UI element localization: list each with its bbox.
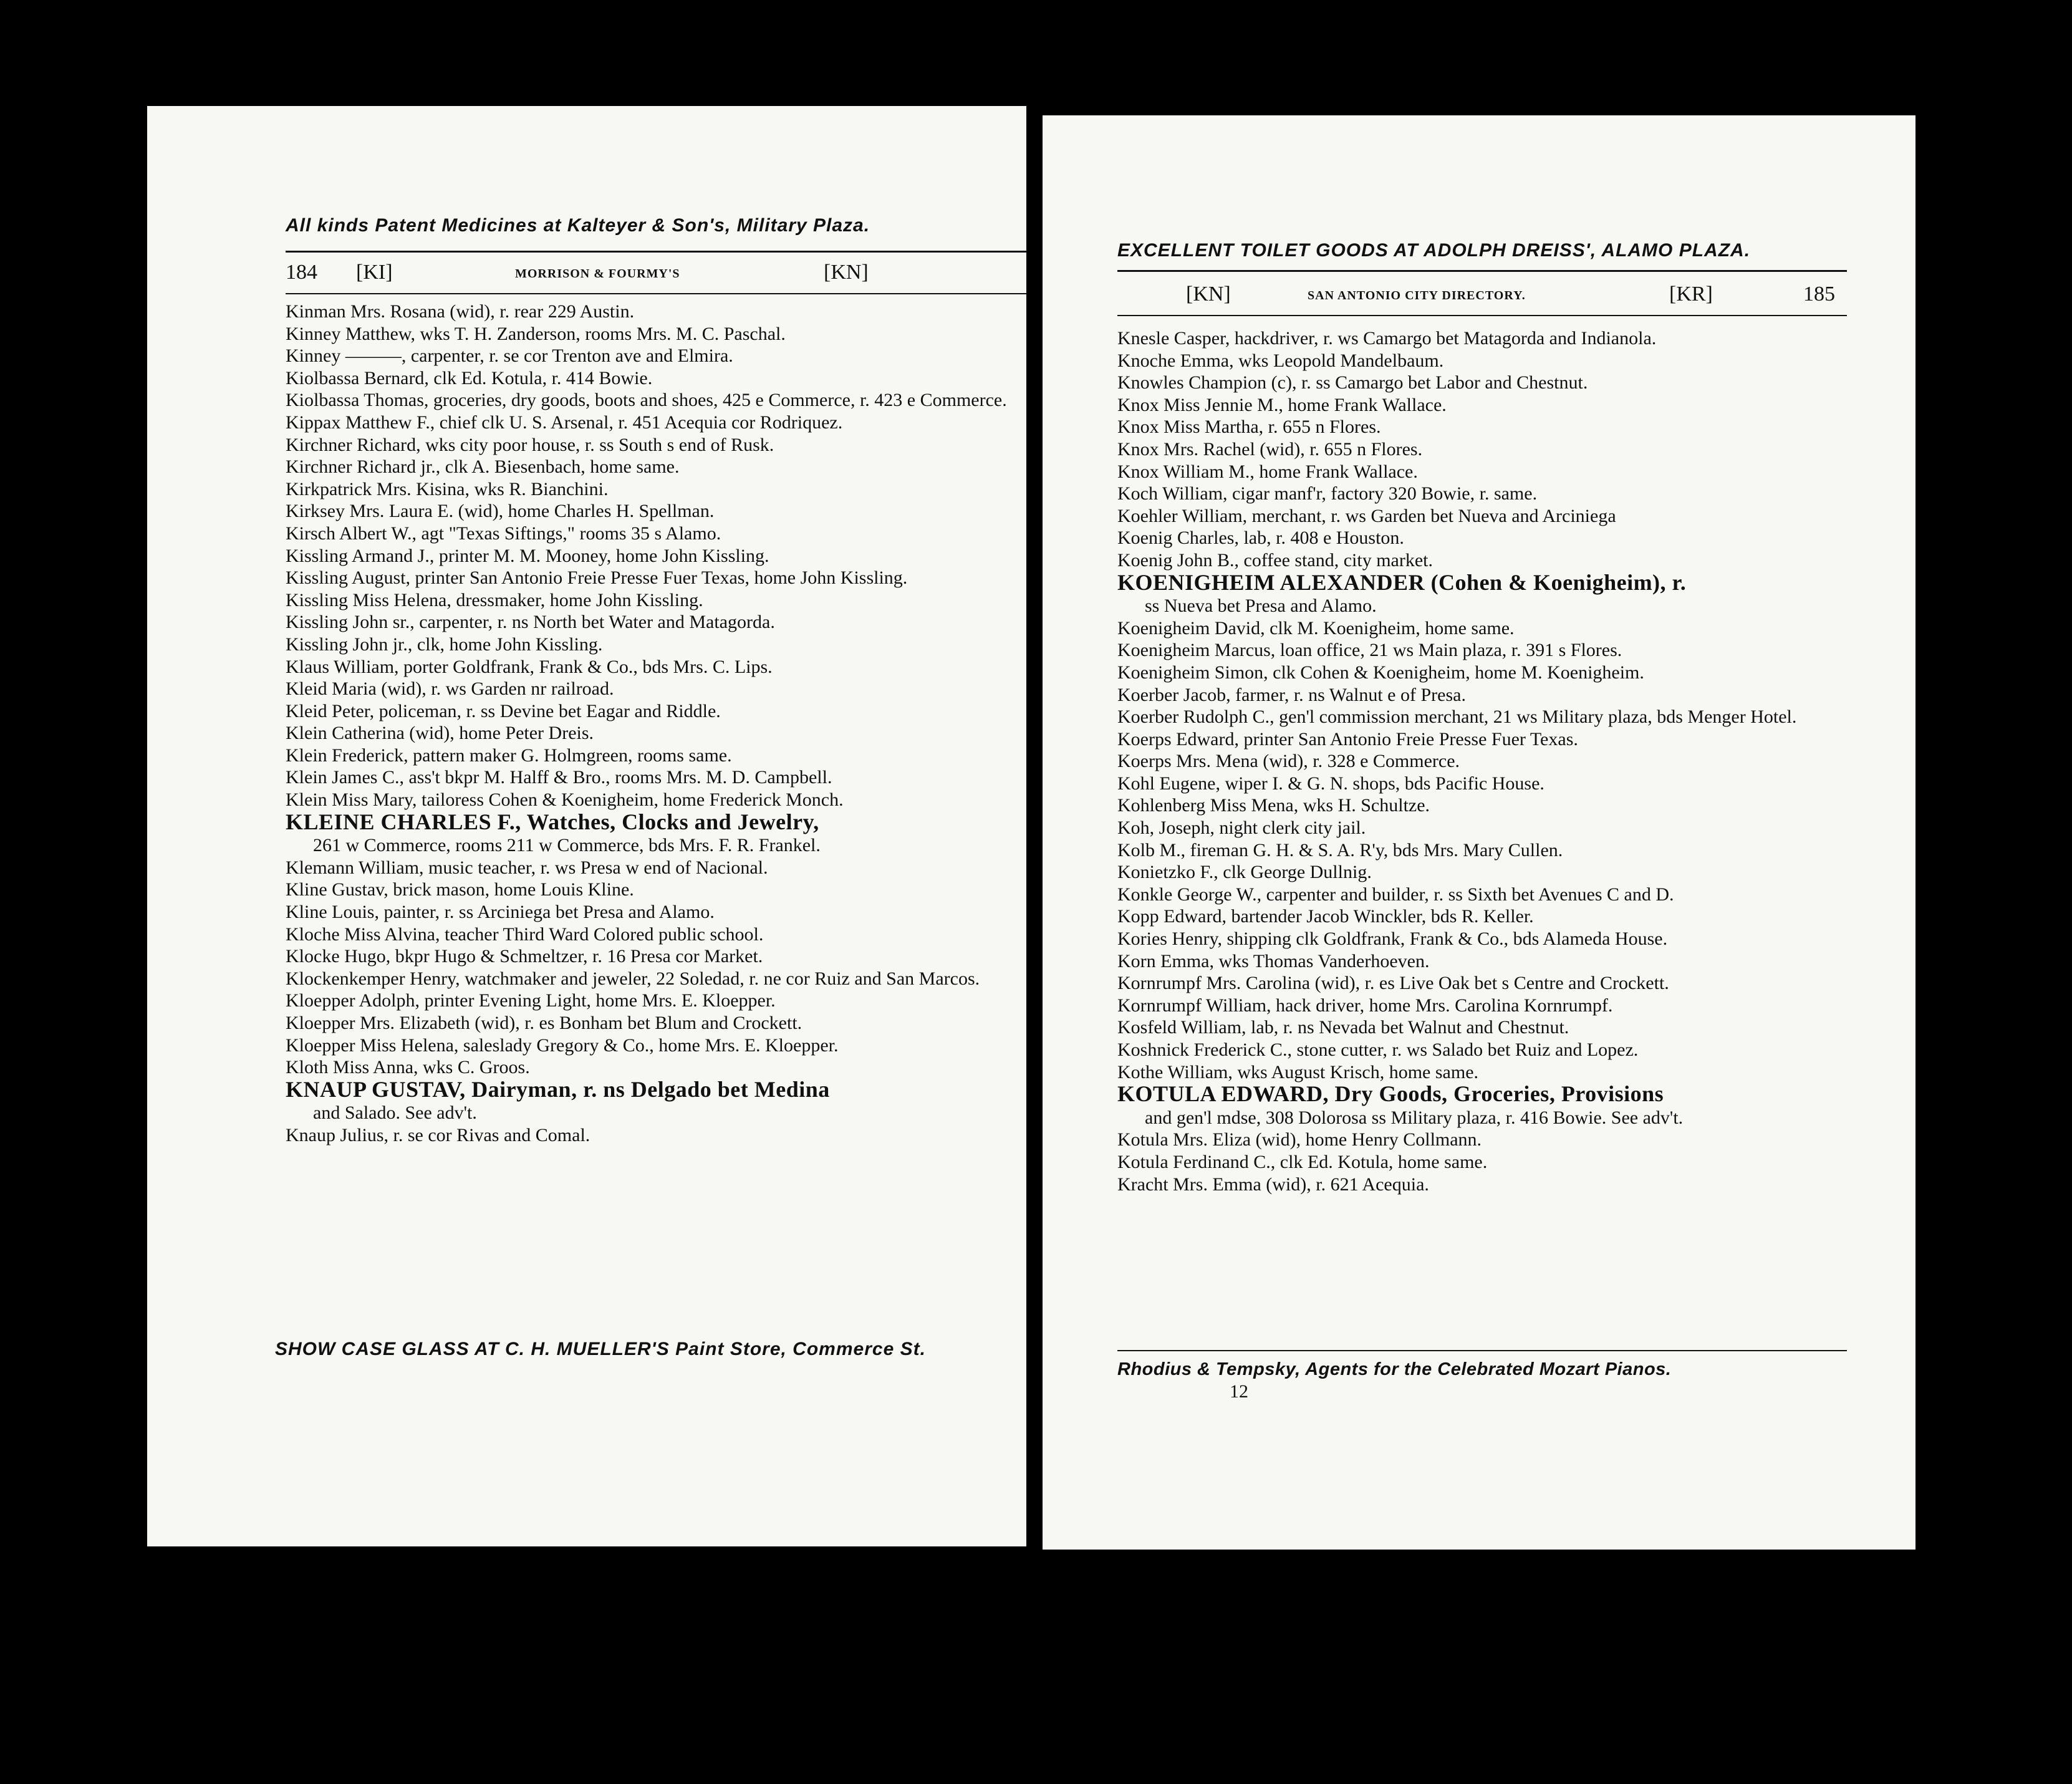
directory-entry: Knox Miss Martha, r. 655 n Flores.: [1117, 417, 1381, 438]
directory-entry: Kiolbassa Bernard, clk Ed. Kotula, r. 414 Bowie.: [286, 367, 653, 388]
directory-entry: Kline Louis, painter, r. ss Arciniega bet Presa and Alamo.: [286, 902, 715, 923]
directory-entry: Knowles Champion (c), r. ss Camargo bet Labor and Chestnut.: [1117, 372, 1588, 393]
directory-entry: Koch William, cigar manf'r, factory 320 Bowie, r. same.: [1117, 483, 1538, 504]
directory-entry: Kolb M., fireman G. H. & S. A. R'y, bds Mrs. Mary Cullen.: [1117, 839, 1563, 861]
top-rule: [1117, 270, 1847, 272]
entry-text: ss Nueva bet Presa and Alamo.: [1145, 595, 1377, 617]
directory-entry: Klocke Hugo, bkpr Hugo & Schmeltzer, r. 16 Presa cor Market.: [286, 946, 763, 967]
directory-entry: [1117, 569, 1847, 617]
directory-entry: Kothe William, wks August Krisch, home same.: [1117, 1061, 1479, 1082]
header-rule: [1117, 315, 1847, 316]
directory-entry: Knox Miss Jennie M., home Frank Wallace.: [1117, 394, 1447, 415]
directory-entry: Koenig Charles, lab, r. 408 e Houston.: [1117, 528, 1404, 549]
page-header: [1043, 282, 1915, 310]
directory-entry: Kloth Miss Anna, wks C. Groos.: [286, 1057, 530, 1078]
key-left: [KN]: [1186, 282, 1231, 306]
directory-entry: Knaup Julius, r. se cor Rivas and Comal.: [286, 1124, 590, 1145]
directory-entry: Kloepper Mrs. Elizabeth (wid), r. es Bonham bet Blum and Crockett.: [286, 1013, 802, 1033]
directory-entry: Kirsch Albert W., agt "Texas Siftings," rooms 35 s Alamo.: [286, 523, 721, 544]
directory-entry: Kinney Matthew, wks T. H. Zanderson, rooms Mrs. M. C. Paschal.: [286, 323, 786, 344]
directory-entry: Klein Miss Mary, tailoress Cohen & Koenigheim, home Frederick Monch.: [286, 789, 844, 811]
directory-entry: Klein Catherina (wid), home Peter Dreis.: [286, 723, 594, 744]
directory-entry: Koerps Mrs. Mena (wid), r. 328 e Commerce.: [1117, 751, 1460, 772]
directory-entry: [286, 811, 1026, 857]
right-page: [1043, 115, 1915, 1550]
directory-entry: Kleid Peter, policeman, r. ss Devine bet Eagar and Riddle.: [286, 700, 721, 721]
directory-entry: Koenig John B., coffee stand, city market.: [1117, 549, 1433, 571]
directory-entry: Kracht Mrs. Emma (wid), r. 621 Acequia.: [1117, 1174, 1429, 1195]
directory-entry: Kotula Ferdinand C., clk Ed. Kotula, home same.: [1117, 1151, 1488, 1172]
entry-heading: KLEINE CHARLES F., Watches, Clocks and Jewelry,: [286, 809, 819, 834]
directory-entry: Koshnick Frederick C., stone cutter, r. ws Salado bet Ruiz and Lopez.: [1117, 1039, 1639, 1060]
directory-entry: Knox Mrs. Rachel (wid), r. 655 n Flores.: [1117, 438, 1423, 460]
page-number: 185: [1803, 282, 1835, 306]
directory-entry: Kissling Miss Helena, dressmaker, home John Kissling.: [286, 589, 703, 610]
entry-heading: KNAUP GUSTAV, Dairyman, r. ns Delgado bet Medina: [286, 1076, 830, 1102]
directory-entry: Kissling Armand J., printer M. M. Mooney, home John Kissling.: [286, 545, 769, 566]
directory-entry: Kotula Mrs. Eliza (wid), home Henry Collmann.: [1117, 1129, 1482, 1150]
entry-text: and gen'l mdse, 308 Dolorosa ss Military plaza, r. 416 Bowie. See adv't.: [1145, 1107, 1684, 1128]
directory-entry: Klein Frederick, pattern maker G. Holmgreen, rooms same.: [286, 745, 732, 766]
left-page: [147, 106, 1026, 1546]
directory-entry: Kories Henry, shipping clk Goldfrank, Frank & Co., bds Alameda House.: [1117, 928, 1668, 950]
directory-entry: Kirkpatrick Mrs. Kisina, wks R. Bianchini.: [286, 478, 609, 499]
key-right: [KR]: [1669, 282, 1713, 306]
top-advertisement: All kinds Patent Medicines at Kalteyer & Son's, Military Plaza.: [286, 215, 870, 236]
directory-entry: Koerber Jacob, farmer, r. ns Walnut e of Presa.: [1117, 684, 1466, 705]
directory-entry: Kloche Miss Alvina, teacher Third Ward Colored public school.: [286, 923, 764, 945]
directory-entry: Kissling August, printer San Antonio Freie Presse Fuer Texas, home John Kissling.: [286, 567, 908, 589]
directory-entry: Kirchner Richard jr., clk A. Biesenbach, home same.: [286, 456, 680, 478]
directory-entry: Kloepper Miss Helena, saleslady Gregory & Co., home Mrs. E. Kloepper.: [286, 1034, 839, 1056]
entry-heading: KOENIGHEIM ALEXANDER (Cohen & Koenigheim), r.: [1117, 569, 1687, 595]
directory-entry: Kloepper Adolph, printer Evening Light, home Mrs. E. Kloepper.: [286, 990, 776, 1011]
directory-entry: Knox William M., home Frank Wallace.: [1117, 461, 1418, 482]
bottom-advertisement: SHOW CASE GLASS AT C. H. MUELLER'S Paint Store, Commerce St.: [275, 1339, 926, 1359]
directory-entry: Koehler William, merchant, r. ws Garden bet Nueva and Arciniega: [1117, 505, 1616, 526]
directory-entry: Klein James C., ass't bkpr M. Halff & Bro., rooms Mrs. M. D. Campbell.: [286, 767, 832, 788]
directory-entry: Konietzko F., clk George Dullnig.: [1117, 862, 1372, 883]
directory-entry: Konkle George W., carpenter and builder, r. ss Sixth bet Avenues C and D.: [1117, 884, 1674, 905]
top-advertisement: EXCELLENT TOILET GOODS AT ADOLPH DREISS', ALAMO PLAZA.: [1117, 240, 1751, 261]
directory-entry: Klemann William, music teacher, r. ws Presa w end of Nacional.: [286, 857, 768, 878]
entry-heading: KOTULA EDWARD, Dry Goods, Groceries, Provisions: [1117, 1081, 1664, 1107]
directory-entry: Kirksey Mrs. Laura E. (wid), home Charles H. Spellman.: [286, 501, 715, 522]
directory-entry: Kline Gustav, brick mason, home Louis Kline.: [286, 879, 634, 900]
directory-entry: Koerber Rudolph C., gen'l commission merchant, 21 ws Military plaza, bds Menger Hotel.: [1117, 706, 1797, 728]
top-rule: [286, 251, 1026, 253]
directory-entries: [1117, 327, 1847, 1195]
directory-entry: Kornrumpf Mrs. Carolina (wid), r. es Live Oak bet s Centre and Crockett.: [1117, 973, 1669, 994]
directory-entry: Koenigheim Marcus, loan office, 21 ws Main plaza, r. 391 s Flores.: [1117, 640, 1622, 661]
directory-entry: Kleid Maria (wid), r. ws Garden nr railroad.: [286, 678, 614, 700]
key-right: [KN]: [824, 261, 869, 284]
directory-entry: Kornrumpf William, hack driver, home Mrs. Carolina Kornrumpf.: [1117, 995, 1613, 1016]
directory-entry: Koh, Joseph, night clerk city jail.: [1117, 817, 1366, 839]
key-left: [KI]: [356, 261, 393, 284]
directory-entry: Kissling John sr., carpenter, r. ns North bet Water and Matagorda.: [286, 612, 775, 633]
directory-entry: Koerps Edward, printer San Antonio Freie Presse Fuer Texas.: [1117, 728, 1578, 750]
bottom-advertisement: Rhodius & Tempsky, Agents for the Celebrated Mozart Pianos.: [1117, 1359, 1672, 1379]
directory-entries: [286, 301, 1026, 1147]
directory-entry: Klockenkemper Henry, watchmaker and jeweler, 22 Soledad, r. ne cor Ruiz and San Marcos.: [286, 968, 980, 989]
running-title: SAN ANTONIO CITY DIRECTORY.: [1308, 289, 1526, 302]
directory-entry: Kinney ———, carpenter, r. se cor Trenton ave and Elmira.: [286, 345, 733, 367]
directory-entry: Kiolbassa Thomas, groceries, dry goods, boots and shoes, 425 e Commerce, r. 423 e Commerce.: [286, 390, 1007, 411]
signature-mark: 12: [1230, 1381, 1248, 1402]
directory-entry: Koenigheim David, clk M. Koenigheim, home same.: [1117, 617, 1515, 639]
directory-entry: Kinman Mrs. Rosana (wid), r. rear 229 Austin.: [286, 301, 635, 322]
directory-entry: Kippax Matthew F., chief clk U. S. Arsenal, r. 451 Acequia cor Rodriquez.: [286, 412, 843, 433]
directory-entry: Kissling John jr., clk, home John Kissling.: [286, 634, 603, 655]
directory-entry: Kosfeld William, lab, r. ns Nevada bet Walnut and Chestnut.: [1117, 1017, 1569, 1038]
directory-entry: [1117, 1083, 1847, 1129]
directory-entry: Knoche Emma, wks Leopold Mandelbaum.: [1117, 350, 1444, 371]
footer-rule: [1117, 1350, 1847, 1351]
running-title: MORRISON & FOURMY'S: [515, 267, 680, 281]
directory-entry: Kohlenberg Miss Mena, wks H. Schultze.: [1117, 795, 1430, 816]
directory-entry: Kirchner Richard, wks city poor house, r. ss South s end of Rusk.: [286, 434, 774, 455]
page-header: [147, 261, 1026, 288]
header-rule: [286, 293, 1026, 294]
directory-entry: Klaus William, porter Goldfrank, Frank & Co., bds Mrs. C. Lips.: [286, 656, 773, 677]
directory-entry: Knesle Casper, hackdriver, r. ws Camargo bet Matagorda and Indianola.: [1117, 328, 1657, 349]
entry-text: and Salado. See adv't.: [313, 1102, 477, 1124]
entry-text: 261 w Commerce, rooms 211 w Commerce, bds Mrs. F. R. Frankel.: [313, 835, 821, 856]
page-number: 184: [286, 261, 317, 284]
directory-entry: Kohl Eugene, wiper I. & G. N. shops, bds Pacific House.: [1117, 773, 1544, 794]
directory-entry: Koenigheim Simon, clk Cohen & Koenigheim, home M. Koenigheim.: [1117, 662, 1644, 683]
directory-entry: [286, 1076, 1026, 1124]
directory-entry: Kopp Edward, bartender Jacob Winckler, bds R. Keller.: [1117, 906, 1534, 927]
directory-entry: Korn Emma, wks Thomas Vanderhoeven.: [1117, 950, 1430, 972]
